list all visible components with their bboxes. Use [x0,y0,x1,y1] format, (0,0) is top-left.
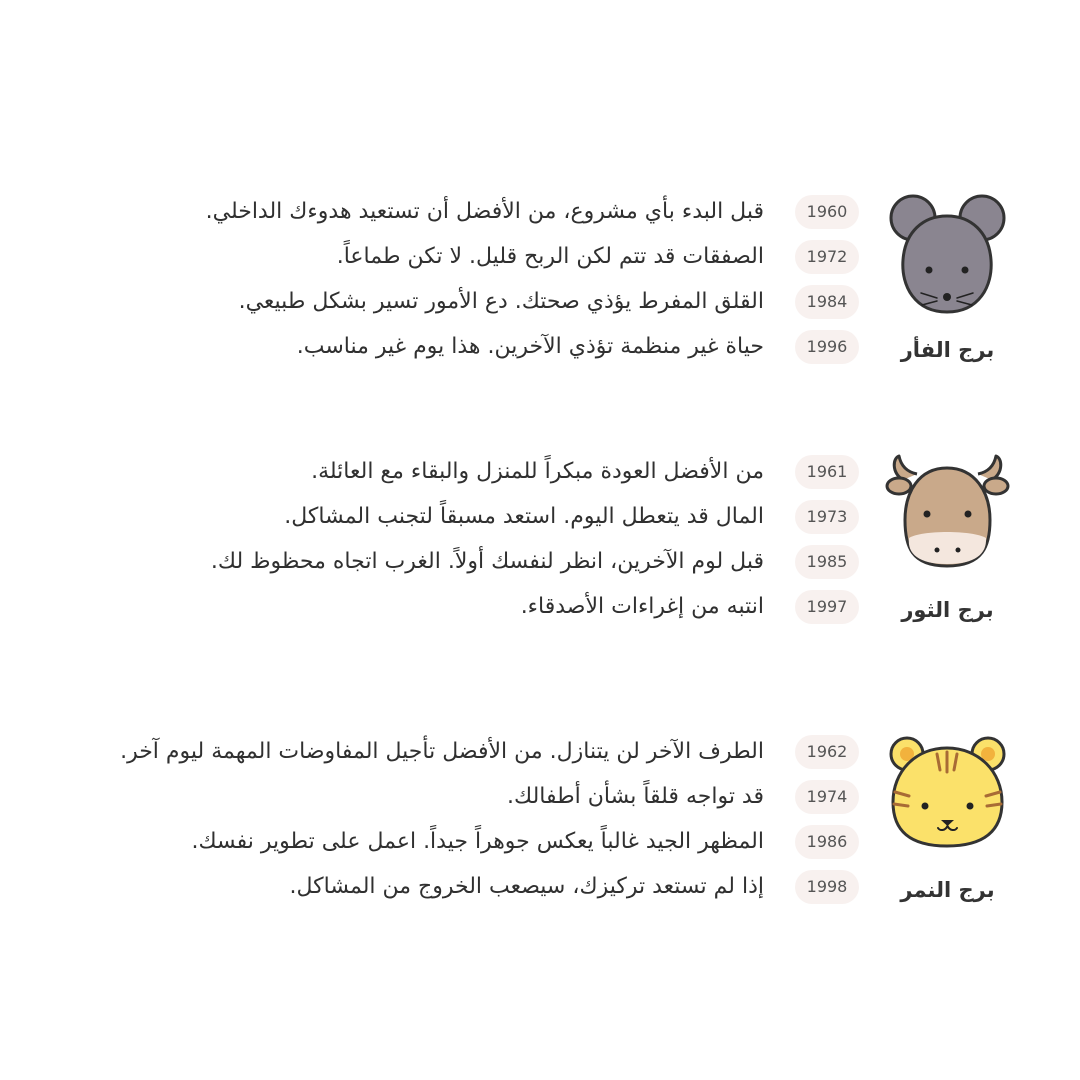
prediction-row [0,735,1080,771]
prediction-row [0,195,1080,231]
prediction-row [0,455,1080,491]
prediction-text: انتبه من إغراءات الأصدقاء. [520,594,764,619]
prediction-row [0,240,1080,276]
prediction-text: قبل البدء بأي مشروع، من الأفضل أن تستعيد هدوءك الداخلي. [205,199,764,224]
year-badge: 1962 [795,735,859,769]
prediction-row [0,870,1080,906]
sign-name-rat: برج الفأر [900,338,995,362]
year-badge: 1973 [795,500,859,534]
year-badge: 1986 [795,825,859,859]
prediction-text: قبل لوم الآخرين، انظر لنفسك أولاً. الغرب اتجاه محظوظ لك. [210,549,764,574]
sign-name-tiger: برج النمر [900,878,995,902]
year-badge: 1984 [795,285,859,319]
prediction-row [0,590,1080,626]
year-badge: 1972 [795,240,859,274]
sign-section-tiger [0,730,1080,920]
sign-section-ox [0,450,1080,640]
prediction-row [0,500,1080,536]
prediction-text: حياة غير منظمة تؤذي الآخرين. هذا يوم غير مناسب. [296,334,764,359]
prediction-row [0,545,1080,581]
prediction-row [0,285,1080,321]
year-badge: 1996 [795,330,859,364]
prediction-row [0,780,1080,816]
year-badge: 1960 [795,195,859,229]
prediction-text: قد تواجه قلقاً بشأن أطفالك. [507,784,764,809]
year-badge: 1985 [795,545,859,579]
prediction-text: المال قد يتعطل اليوم. استعد مسبقاً لتجنب المشاكل. [284,504,764,529]
prediction-text: المظهر الجيد غالباً يعكس جوهراً جيداً. اعمل على تطوير نفسك. [191,829,764,854]
year-badge: 1997 [795,590,859,624]
prediction-text: إذا لم تستعد تركيزك، سيصعب الخروج من المشاكل. [289,874,764,899]
year-badge: 1961 [795,455,859,489]
year-badge: 1974 [795,780,859,814]
sign-section-rat [0,190,1080,380]
prediction-row [0,825,1080,861]
prediction-text: القلق المفرط يؤذي صحتك. دع الأمور تسير بشكل طبيعي. [238,289,764,314]
prediction-text: من الأفضل العودة مبكراً للمنزل والبقاء مع العائلة. [311,459,764,484]
year-badge: 1998 [795,870,859,904]
prediction-row [0,330,1080,366]
prediction-text: الصفقات قد تتم لكن الربح قليل. لا تكن طماعاً. [336,244,764,269]
prediction-text: الطرف الآخر لن يتنازل. من الأفضل تأجيل المفاوضات المهمة ليوم آخر. [120,739,764,764]
sign-name-ox: برج الثور [901,598,994,622]
